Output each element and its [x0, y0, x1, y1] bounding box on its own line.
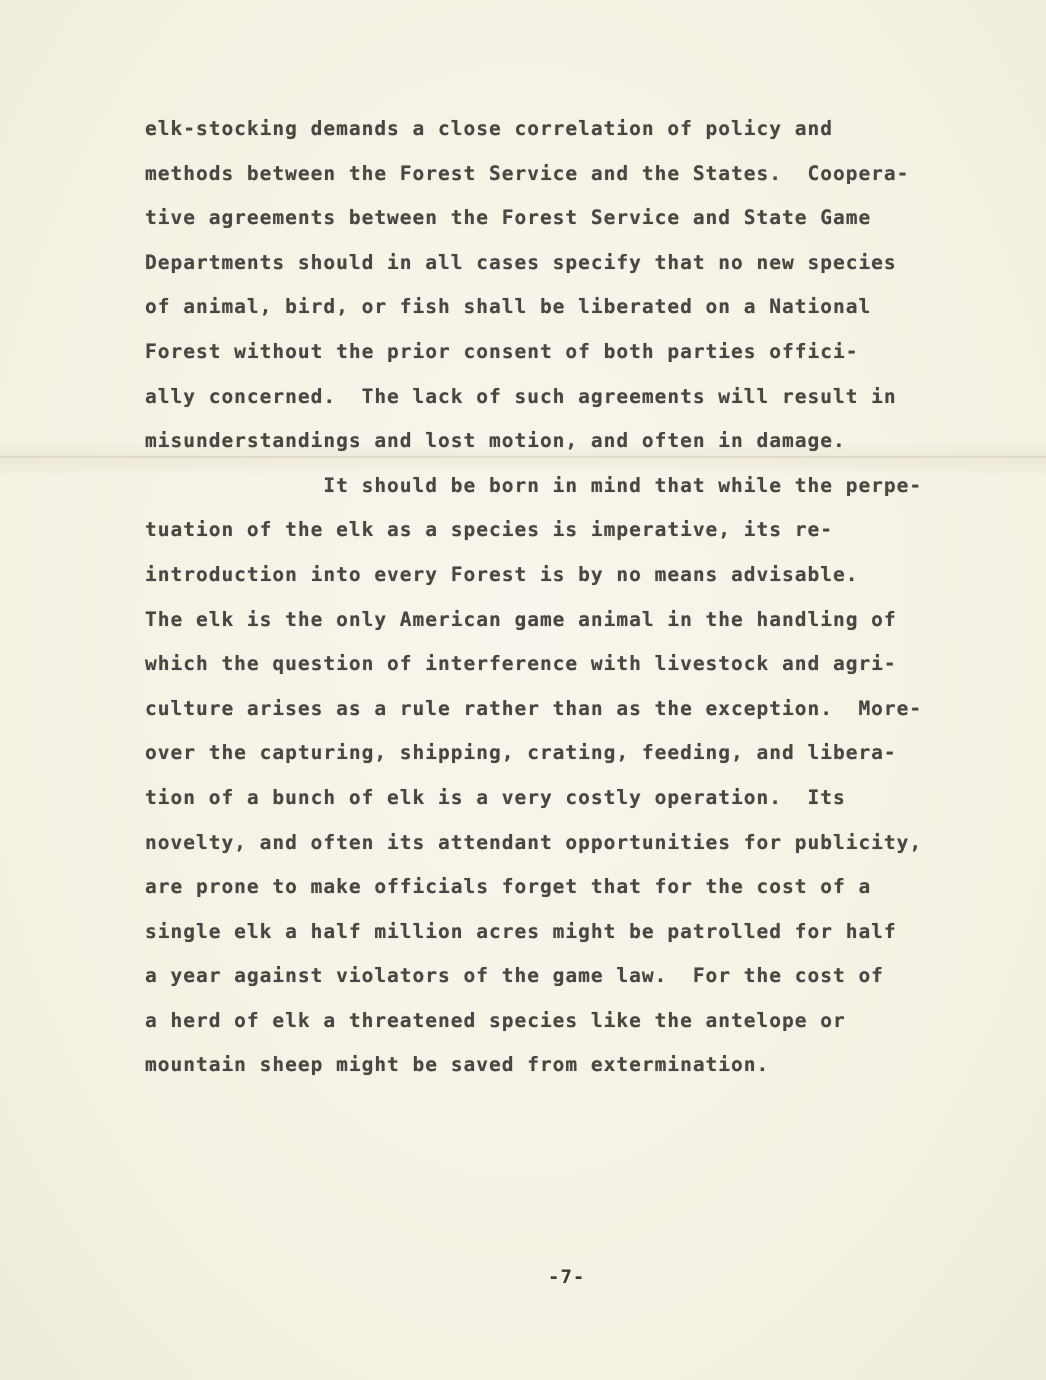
text-line: methods between the Forest Service and the States. Coopera- — [145, 161, 910, 185]
text-line: The elk is the only American game animal in the handling of — [145, 607, 897, 631]
text-line: mountain sheep might be saved from extermination. — [145, 1053, 770, 1077]
text-line: a year against violators of the game law. For the cost of — [145, 964, 884, 988]
text-line: It should be born in mind that while the perpe- — [145, 473, 923, 497]
page-number: -7- — [548, 1266, 586, 1288]
text-line: culture arises as a rule rather than as the exception. More- — [145, 696, 923, 720]
text-line: over the capturing, shipping, crating, feeding, and libera- — [145, 741, 897, 765]
typed-body-text — [145, 112, 922, 1093]
text-line: tion of a bunch of elk is a very costly operation. Its — [145, 785, 846, 809]
text-line: tive agreements between the Forest Service and State Game — [145, 206, 872, 230]
text-line: Forest without the prior consent of both parties offici- — [145, 339, 859, 363]
text-line: which the question of interference with livestock and agri- — [145, 652, 897, 676]
text-line: a herd of elk a threatened species like the antelope or — [145, 1008, 846, 1032]
text-line: introduction into every Forest is by no means advisable. — [145, 562, 859, 586]
text-line: tuation of the elk as a species is imperative, its re- — [145, 518, 833, 542]
text-line: ally concerned. The lack of such agreements will result in — [145, 384, 897, 408]
text-line: Departments should in all cases specify that no new species — [145, 250, 897, 274]
text-line: are prone to make officials forget that for the cost of a — [145, 875, 872, 899]
text-line: novelty, and often its attendant opportunities for publicity, — [145, 830, 923, 854]
text-line: misunderstandings and lost motion, and often in damage. — [145, 429, 846, 453]
text-line: of animal, bird, or fish shall be liberated on a National — [145, 295, 872, 319]
text-line: single elk a half million acres might be patrolled for half — [145, 919, 897, 943]
text-line: elk-stocking demands a close correlation of policy and — [145, 117, 833, 140]
